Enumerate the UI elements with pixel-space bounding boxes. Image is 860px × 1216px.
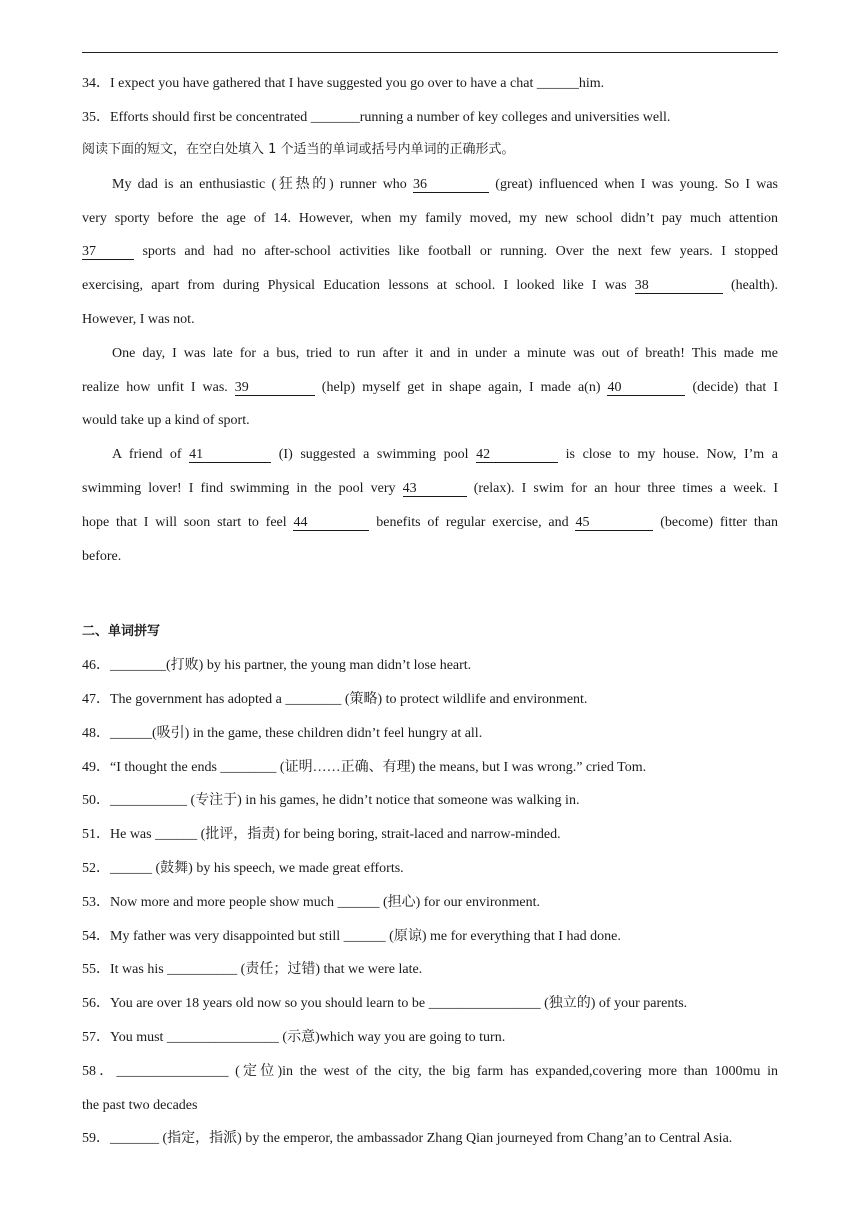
passage-line: swimming lover! I find swimming in the pool very 43 (relax). I swim for an hour three times a week. I [82, 480, 778, 496]
blank-42[interactable]: 42 [476, 447, 558, 463]
header-rule [82, 52, 778, 53]
passage-instruction: 阅读下面的短文，在空白处填入 1 个适当的单词或括号内单词的正确形式。 [82, 141, 515, 157]
question-50: 50．___________ (专注于) in his games, he didn’t notice that someone was walking in. [82, 793, 580, 809]
blank-43[interactable]: 43 [403, 481, 467, 497]
passage-line: A friend of 41 (I) suggested a swimming pool 42 is close to my house. Now, I’m a [112, 447, 778, 463]
blank-36[interactable]: 36 [413, 177, 489, 193]
passage-line: exercising, apart from during Physical Education lessons at school. I looked like I was 38 (health). [82, 278, 778, 294]
question-57: 57．You must ________________ (示意)which way you are going to turn. [82, 1029, 506, 1045]
passage-line: My dad is an enthusiastic (狂热的) runner who 36 (great) influenced when I was young. So I was [112, 176, 778, 192]
question-51: 51．He was ______ (批评，指责) for being boring, strait-laced and narrow-minded. [82, 827, 561, 843]
section-title: 二、单词拼写 [82, 624, 161, 640]
question-56: 56．You are over 18 years old now so you should learn to be ________________ (独立的) of your parents. [82, 996, 688, 1012]
question-58: 58．________________ (定位)in the west of the city, the big farm has expanded,covering more than 1000mu in [82, 1063, 778, 1079]
passage-line: One day, I was late for a bus, tried to run after it and in under a minute was out of breath! This made me [112, 345, 778, 361]
question-52: 52．______ (鼓舞) by his speech, we made great efforts. [82, 860, 404, 876]
question-55: 55．It was his __________ (责任；过错) that we were late. [82, 962, 423, 978]
spelling-questions [82, 654, 778, 1161]
blank-45[interactable]: 45 [575, 515, 653, 531]
passage-line: 37 sports and had no after-school activities like football or running. Over the next few years. I stopped [82, 244, 778, 260]
question-34: 34．I expect you have gathered that I have suggested you go over to have a chat ______him. [82, 76, 605, 91]
passage-line: realize how unfit I was. 39 (help) myself get in shape again, I made a(n) 40 (decide) that I [82, 379, 778, 395]
blank-41[interactable]: 41 [189, 447, 271, 463]
question-35: 35．Efforts should first be concentrated _______running a number of key colleges and universities well. [82, 109, 671, 125]
passage-line: before. [82, 548, 122, 564]
blank-44[interactable]: 44 [293, 515, 369, 531]
question-59: 59．_______ (指定，指派) by the emperor, the ambassador Zhang Qian journeyed from Chang’an to Central Asia. [82, 1131, 733, 1147]
passage-line: hope that I will soon start to feel 44 benefits of regular exercise, and 45 (become) fitter than [82, 514, 778, 530]
question-53: 53．Now more and more people show much ______ (担心) for our environment. [82, 894, 541, 910]
question-49: 49．“I thought the ends ________ (证明……正确、有理) the means, but I was wrong.” cried Tom. [82, 759, 647, 775]
question-58-continued: the past two decades [82, 1097, 198, 1113]
blank-38[interactable]: 38 [635, 278, 723, 294]
blank-39[interactable]: 39 [235, 380, 315, 396]
question-46: 46．________(打败) by his partner, the young man didn’t lose heart. [82, 658, 472, 674]
cloze-passage [82, 173, 778, 579]
section-gap [82, 578, 778, 620]
question-48: 48．______(吸引) in the game, these children didn’t feel hungry at all. [82, 725, 483, 741]
passage-line: However, I was not. [82, 311, 195, 327]
question-54: 54．My father was very disappointed but still ______ (原谅) me for everything that I had done. [82, 928, 621, 944]
blank-40[interactable]: 40 [607, 380, 685, 396]
question-47: 47．The government has adopted a ________ (策略) to protect wildlife and environment. [82, 691, 588, 707]
passage-line: would take up a kind of sport. [82, 413, 250, 429]
worksheet-page [82, 72, 778, 1161]
passage-line: very sporty before the age of 14. However, when my family moved, my new school didn’t pay much attention [82, 210, 778, 226]
blank-37[interactable]: 37 [82, 244, 134, 260]
